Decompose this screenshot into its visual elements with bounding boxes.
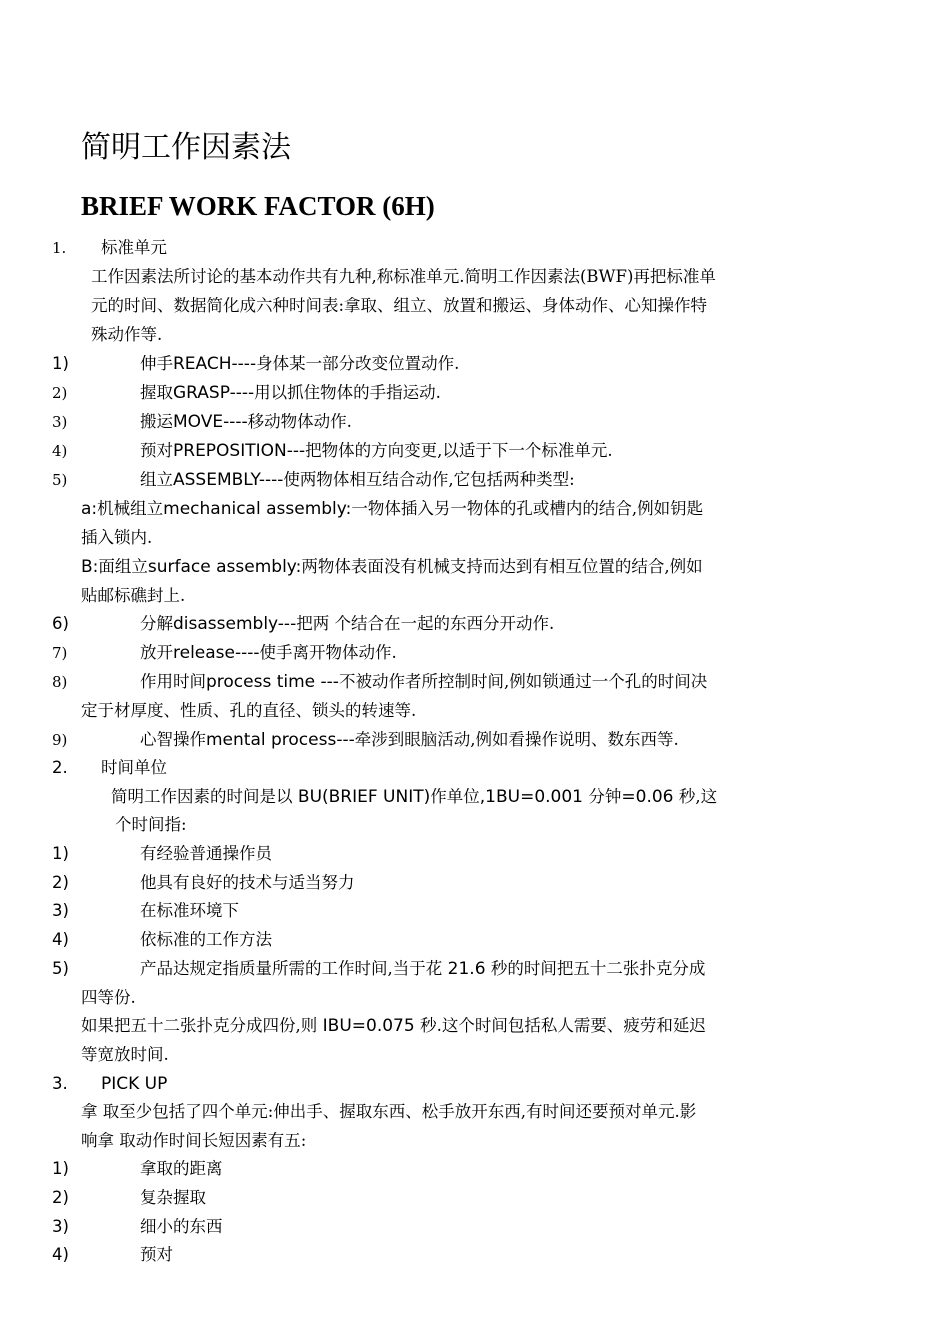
list-item: 他具有良好的技术与适当努力: [140, 873, 355, 892]
section-3-number: 3.: [52, 1074, 68, 1093]
list-item: 组立ASSEMBLY----使两物体相互结合动作,它包括两种类型:: [140, 470, 575, 490]
item-number: 6): [52, 614, 69, 633]
item-number: 3): [52, 1217, 69, 1236]
item-number: 2): [52, 873, 69, 892]
section-3-intro-line-2: 响拿 取动作时间长短因素有五:: [81, 1131, 307, 1150]
assembly-type-b-cont: 贴邮标礁封上.: [81, 586, 186, 605]
list-item: 细小的东西: [140, 1217, 223, 1236]
list-item: 分解disassembly---把两 个结合在一起的东西分开动作.: [140, 614, 555, 634]
section-3-heading: PICK UP: [101, 1074, 168, 1094]
list-item-cont: 四等份.: [81, 988, 136, 1007]
section-1-intro-line-1: 工作因素法所讨论的基本动作共有九种,称标准单元.简明工作因素法(BWF)再把标准单: [91, 267, 716, 286]
item-number: 5): [52, 471, 68, 489]
list-item: 搬运MOVE----移动物体动作.: [140, 412, 352, 432]
list-item: 依标准的工作方法: [140, 930, 272, 949]
item-number: 7): [52, 644, 68, 662]
section-2-intro-line-2: 个时间指:: [115, 815, 187, 834]
item-number: 2): [52, 384, 68, 402]
list-item: 复杂握取: [140, 1188, 206, 1207]
title-chinese: 简明工作因素法: [81, 130, 291, 165]
list-item: 拿取的距离: [140, 1159, 223, 1178]
list-item: 预对PREPOSITION---把物体的方向变更,以适于下一个标准单元.: [140, 441, 613, 461]
list-item: 预对: [140, 1245, 173, 1264]
list-item: 放开release----使手离开物体动作.: [140, 643, 397, 663]
title-english: BRIEF WORK FACTOR (6H): [81, 191, 435, 221]
item-number: 4): [52, 442, 68, 460]
section-3-intro-line-1: 拿 取至少包括了四个单元:伸出手、握取东西、松手放开东西,有时间还要预对单元.影: [81, 1102, 697, 1121]
assembly-type-b: B:面组立surface assembly:两物体表面没有机械支持而达到有相互位置的结合,例如: [81, 557, 703, 577]
section-2-number: 2.: [52, 758, 68, 777]
item-number: 3): [52, 901, 69, 920]
section-2-intro-line-1: 简明工作因素的时间是以 BU(BRIEF UNIT)作单位,1BU=0.001 分钟=0.06 秒,这: [111, 787, 718, 807]
item-number: 2): [52, 1188, 69, 1207]
section-1-intro-line-3: 殊动作等.: [91, 325, 163, 344]
section-2-heading: 时间单位: [101, 758, 167, 777]
list-item: 在标准环境下: [140, 901, 239, 920]
list-item: 有经验普通操作员: [140, 844, 272, 863]
item-number: 1): [52, 844, 69, 863]
assembly-type-a: a:机械组立mechanical assembly:一物体插入另一物体的孔或槽内的结合,例如钥匙: [81, 499, 704, 519]
section-1-number: 1.: [52, 239, 67, 257]
item-number: 1): [52, 354, 69, 373]
item-number: 4): [52, 1245, 69, 1264]
item-number: 9): [52, 731, 68, 749]
section-1-intro-line-2: 元的时间、数据简化成六种时间表:拿取、组立、放置和搬运、身体动作、心知操作特: [91, 296, 708, 315]
list-item: 伸手REACH----身体某一部分改变位置动作.: [140, 354, 460, 374]
list-item: 作用时间process time ---不被动作者所控制时间,例如锁通过一个孔的时间决: [140, 672, 708, 692]
section-2-note-line-2: 等宽放时间.: [81, 1045, 169, 1064]
item-number: 4): [52, 930, 69, 949]
section-1-heading: 标准单元: [101, 238, 167, 257]
list-item: 握取GRASP----用以抓住物体的手指运动.: [140, 383, 441, 403]
item-number: 1): [52, 1159, 69, 1178]
assembly-type-a-cont: 插入锁内.: [81, 528, 153, 547]
item-number: 5): [52, 959, 69, 978]
list-item: 产品达规定指质量所需的工作时间,当于花 21.6 秒的时间把五十二张扑克分成: [140, 959, 706, 979]
section-2-note-line-1: 如果把五十二张扑克分成四份,则 IBU=0.075 秒.这个时间包括私人需要、疲劳和延迟: [81, 1016, 706, 1036]
list-item-cont: 定于材厚度、性质、孔的直径、锁头的转速等.: [81, 701, 417, 720]
item-number: 8): [52, 673, 68, 691]
item-number: 3): [52, 413, 68, 431]
list-item: 心智操作mental process---牵涉到眼脑活动,例如看操作说明、数东西等.: [140, 730, 679, 750]
